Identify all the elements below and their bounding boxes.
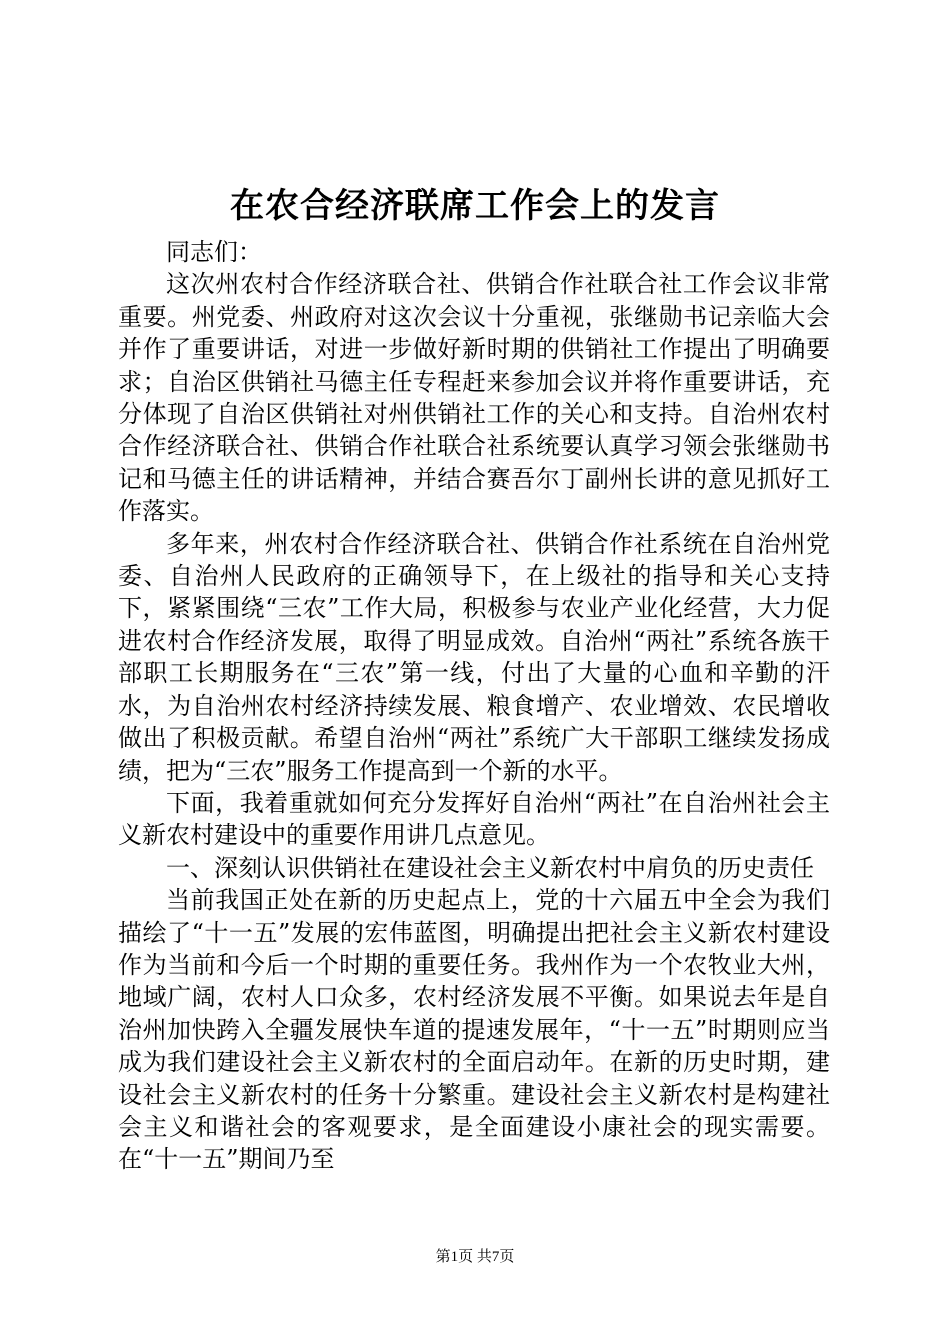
paragraph: 下面，我着重就如何充分发挥好自治州“两社”在自治州社会主义新农村建设中的重要作用讲几点意见。	[118, 788, 830, 850]
paragraph: 这次州农村合作经济联合社、供销合作社联合社工作会议非常重要。州党委、州政府对这次会议十分重视，张继勋书记亲临大会并作了重要讲话，对进一步做好新时期的供销社工作提出了明确要求；自治区供销社马德主任专程赶来参加会议并将作重要讲话，充分体现了自治区供销社对州供销社工作的关心和支持。自治州农村合作经济联合社、供销合作社联合社系统要认真学习领会张继勋书记和马德主任的讲话精神，并结合赛吾尔丁副州长讲的意见抓好工作落实。	[118, 270, 830, 526]
paragraph: 当前我国正处在新的历史起点上，党的十六届五中全会为我们描绘了“十一五”发展的宏伟蓝图，明确提出把社会主义新农村建设作为当前和今后一个时期的重要任务。我州作为一个农牧业大州，地域广阔，农村人口众多，农村经济发展不平衡。如果说去年是自治州加快跨入全疆发展快车道的提速发展年，“十一五”时期则应当成为我们建设社会主义新农村的全面启动年。在新的历史时期，建设社会主义新农村的任务十分繁重。建设社会主义新农村是构建社会主义和谐社会的客观要求，是全面建设小康社会的现实需要。在“十一五”期间乃至	[118, 886, 830, 1174]
document-title: 在农合经济联席工作会上的发言	[230, 186, 720, 226]
section-heading: 一、深刻认识供销社在建设社会主义新农村中肩负的历史责任	[166, 853, 814, 882]
page-footer: 第1页 共7页	[435, 1249, 515, 1265]
document-body	[118, 236, 830, 1176]
paragraph: 多年来，州农村合作经济联合社、供销合作社系统在自治州党委、自治州人民政府的正确领导下，在上级社的指导和关心支持下，紧紧围绕“三农”工作大局，积极参与农业产业化经营，大力促进农村合作经济发展，取得了明显成效。自治州“两社”系统各族干部职工长期服务在“三农”第一线，付出了大量的心血和辛勤的汗水，为自治州农村经济持续发展、粮食增产、农业增效、农民增收做出了积极贡献。希望自治州“两社”系统广大干部职工继续发扬成绩，把为“三农”服务工作提高到一个新的水平。	[118, 529, 830, 785]
salutation: 同志们：	[166, 238, 262, 266]
